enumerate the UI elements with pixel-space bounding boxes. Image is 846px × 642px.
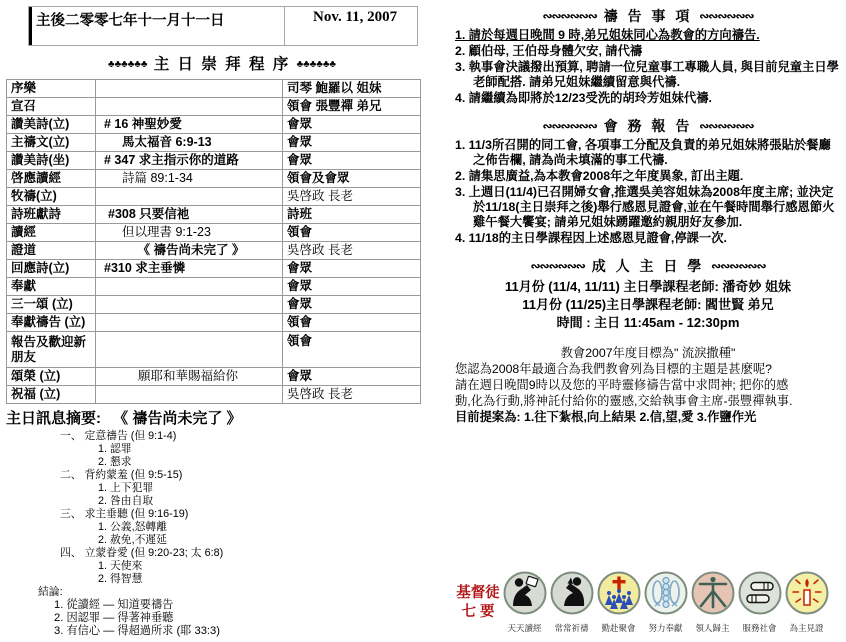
cell-item: 序樂 <box>7 80 96 98</box>
worship-order-title: 主 日 崇 拜 程 序 <box>153 56 291 73</box>
cell-item: 讚美詩(立) <box>7 116 96 134</box>
table-row <box>7 260 421 278</box>
sunday-school-info <box>455 278 841 333</box>
icon-caption: 勤赴聚會 <box>601 623 636 633</box>
outline-line: 2. 得智慧 <box>98 573 143 585</box>
cell-detail: 《 禱告尚未完了 》 <box>96 242 283 260</box>
cell-detail <box>96 386 283 404</box>
goal-line: 請在週日晚間9時以及您的平時靈修禱告當中求問神; 把你的感 <box>455 378 789 392</box>
cell-item: 宣召 <box>7 98 96 116</box>
cell-item: 回應詩(立) <box>7 260 96 278</box>
goal-line: 您認為2008年最適合為我們教會列為目標的主題是甚麼呢? <box>455 361 773 376</box>
school-line: 11月份 (11/25)主日學課程老師: 閻世賢 弟兄 <box>522 297 774 313</box>
outline-line: 1. 從讀經 — 知道要禱告 <box>54 599 174 611</box>
cell-leader: 會眾 <box>283 278 421 296</box>
table-row <box>7 368 421 386</box>
table-row <box>7 116 421 134</box>
sermon-outline <box>6 430 448 638</box>
cell-detail <box>96 296 283 314</box>
table-row <box>7 224 421 242</box>
daily-bible-reading-icon <box>503 571 547 620</box>
worship-order-heading <box>6 52 438 74</box>
cell-leader: 領會 <box>283 314 421 332</box>
cell-item: 祝福 (立) <box>7 386 96 404</box>
sermon-summary-label: 主日訊息摘要: <box>6 410 101 427</box>
essential-item <box>595 571 642 634</box>
cell-detail <box>96 98 283 116</box>
cell-leader: 會眾 <box>283 296 421 314</box>
icon-caption: 努力奉獻 <box>648 623 683 633</box>
cell-leader: 吳啓政 長老 <box>283 188 421 206</box>
date-chinese: 主後二零零七年十一月十一日 <box>29 7 285 45</box>
cell-detail: # 16 神聖妙愛 <box>96 116 283 134</box>
cell-detail <box>96 332 283 368</box>
cell-detail <box>96 314 283 332</box>
cell-item: 主禱文(立) <box>7 134 96 152</box>
cell-leader: 會眾 <box>283 134 421 152</box>
outline-line: 四、 立蒙眷愛 (但 9:20-23; 太 6:8) <box>60 547 224 559</box>
cell-leader: 會眾 <box>283 260 421 278</box>
outline-line: 三、 求主垂聽 (但 9:16-19) <box>60 508 189 520</box>
goal-proposals-line: 目前提案為: 1.往下紮根,向上結果 2.信,望,愛 3.作鹽作光 <box>455 410 757 425</box>
school-line: 11月份 (11/4, 11/11) 主日學課程老師: 潘奇妙 姐妹 <box>504 279 792 294</box>
prayer-items-heading <box>455 6 841 26</box>
prayer-items-list <box>455 28 841 106</box>
essential-item <box>736 571 783 634</box>
cell-leader: 領會 <box>283 224 421 242</box>
affairs-item: 2. 請集思廣益,為本教會2008年之年度異象, 訂出主題. <box>455 169 744 183</box>
outline-line: 2. 赦免,不遲延 <box>98 534 167 546</box>
outline-line: 1. 天使來 <box>98 560 143 572</box>
cell-item: 詩班獻詩 <box>7 206 96 224</box>
annual-goal-paragraph <box>455 345 841 426</box>
table-row <box>7 80 421 98</box>
essential-item <box>548 571 595 634</box>
ornament-left: ∾∾∾∾∾∾ <box>542 9 597 23</box>
goal-line: 動,化為行動,將神託付給你的靈感,交給執事會主席-張豐禪執事. <box>455 394 793 409</box>
table-row <box>7 188 421 206</box>
table-row <box>7 386 421 404</box>
affairs-item: 1. 11/3所召開的同工會, 各項事工分配及負責的弟兄姐妹將張貼於餐廳之佈告欄, 請為尚未填滿的事工代禱. <box>455 138 831 167</box>
table-row <box>7 206 421 224</box>
ornament-left: ♣♣♣♣♣♣ <box>108 59 148 70</box>
cell-detail: 但以理書 9:1-23 <box>96 224 283 242</box>
cell-detail <box>96 80 283 98</box>
cell-leader: 領會及會眾 <box>283 170 421 188</box>
outline-conclusion-label: 結論: <box>38 586 63 598</box>
essential-item <box>689 571 736 634</box>
table-row <box>7 278 421 296</box>
outline-line: 2. 因認罪 — 得著神垂聽 <box>54 612 174 624</box>
adult-sunday-school-title: 成 人 主 日 學 <box>591 258 705 274</box>
left-column <box>6 6 448 638</box>
church-affairs-list <box>455 138 841 246</box>
outline-line: 3. 有信心 — 得超過所求 (耶 33:3) <box>54 625 220 637</box>
church-affairs-title: 會 務 報 告 <box>603 118 693 134</box>
sermon-title: 《 禱告尚未完了 》 <box>113 410 242 427</box>
cell-leader: 會眾 <box>283 152 421 170</box>
cell-item: 證道 <box>7 242 96 260</box>
ornament-right: ♣♣♣♣♣♣ <box>296 59 336 70</box>
table-row <box>7 296 421 314</box>
cell-leader: 會眾 <box>283 116 421 134</box>
cell-detail <box>96 188 283 206</box>
cell-detail: 馬太福音 6:9-13 <box>96 134 283 152</box>
cell-leader: 吳啓政 長老 <box>283 242 421 260</box>
cell-detail: 詩篇 89:1-34 <box>96 170 283 188</box>
label-line-2: 七 要 <box>461 603 495 620</box>
seven-essentials-label <box>455 584 501 620</box>
cell-item: 啓應讀經 <box>7 170 96 188</box>
seven-essentials-footer <box>455 571 841 634</box>
table-row <box>7 170 421 188</box>
worship-order-table <box>6 79 421 404</box>
date-box <box>28 6 418 46</box>
diligent-gathering-icon <box>597 571 641 620</box>
cell-item: 頌榮 (立) <box>7 368 96 386</box>
ornament-left: ∾∾∾∾∾∾ <box>542 119 597 133</box>
cell-detail: #310 求主垂憐 <box>96 260 283 278</box>
cell-leader: 領會 <box>283 332 421 368</box>
cell-leader: 司琴 鮑羅以 姐妹 <box>283 80 421 98</box>
cell-leader: 吳啓政 長老 <box>283 386 421 404</box>
constant-prayer-icon <box>550 571 594 620</box>
serving-society-icon <box>738 571 782 620</box>
outline-line: 2. 懇求 <box>98 456 132 468</box>
cell-detail: # 347 求主指示你的道路 <box>96 152 283 170</box>
cell-detail: 願耶和華賜福給你 <box>96 368 283 386</box>
table-row <box>7 134 421 152</box>
date-english: Nov. 11, 2007 <box>313 9 398 25</box>
essential-item <box>642 571 689 634</box>
cell-item: 報告及歡迎新朋友 <box>7 332 96 368</box>
goal-line: 教會2007年度目標為" 流淚撒種" <box>560 345 736 360</box>
cell-item: 讚美詩(坐) <box>7 152 96 170</box>
icon-caption: 服務社會 <box>742 623 777 633</box>
cell-item: 三一頌 (立) <box>7 296 96 314</box>
icon-caption: 領人歸主 <box>695 623 730 633</box>
outline-line: 1. 公義,怒轉離 <box>98 521 167 533</box>
icon-caption: 天天讀經 <box>507 623 542 633</box>
leading-souls-icon <box>691 571 735 620</box>
icon-caption: 常常祈禱 <box>554 623 589 633</box>
cell-leader: 詩班 <box>283 206 421 224</box>
outline-line: 1. 認罪 <box>98 443 132 455</box>
table-row <box>7 332 421 368</box>
ornament-right: ∾∾∾∾∾∾ <box>711 259 766 273</box>
cell-item: 讀經 <box>7 224 96 242</box>
sermon-summary-heading <box>6 407 448 428</box>
outline-line: 二、 背約蒙羞 (但 9:5-15) <box>60 469 183 481</box>
cell-detail: #308 只要信祂 <box>96 206 283 224</box>
icon-caption: 為主見證 <box>789 623 824 633</box>
table-row <box>7 242 421 260</box>
prayer-items-title: 禱 告 事 項 <box>603 8 693 24</box>
ornament-right: ∾∾∾∾∾∾ <box>699 119 754 133</box>
cell-item: 奉獻禱告 (立) <box>7 314 96 332</box>
label-line-1: 基督徒 <box>456 585 500 602</box>
striving-offering-icon <box>644 571 688 620</box>
witness-for-lord-icon <box>785 571 829 620</box>
cell-item: 牧禱(立) <box>7 188 96 206</box>
table-row <box>7 152 421 170</box>
essential-item <box>783 571 830 634</box>
cell-leader: 會眾 <box>283 368 421 386</box>
prayer-item: 3. 執事會決議撥出預算, 聘請一位兒童事工專職人員, 與目前兒童主日學老師配搭. 請弟兄姐妹繼續留意與代禱. <box>455 60 839 89</box>
affairs-item: 4. 11/18的主日學課程因上述感恩見證會,停課一次. <box>455 231 727 245</box>
church-affairs-heading <box>455 116 841 136</box>
adult-sunday-school-heading <box>455 256 841 276</box>
essential-item <box>501 571 548 634</box>
ornament-right: ∾∾∾∾∾∾ <box>699 9 754 23</box>
right-column <box>455 6 841 638</box>
school-line: 時間 : 主日 11:45am - 12:30pm <box>556 315 740 331</box>
prayer-item: 1. 請於每週日晚間 9 時,弟兄姐妹同心為教會的方向禱告. <box>455 28 760 42</box>
outline-line: 2. 咎由自取 <box>98 495 154 507</box>
ornament-left: ∾∾∾∾∾∾ <box>530 259 585 273</box>
table-row <box>7 314 421 332</box>
table-row <box>7 98 421 116</box>
cell-leader: 領會 張豐禪 弟兄 <box>283 98 421 116</box>
affairs-item: 3. 上週日(11/4)已召開婦女會,推選吳美容姐妹為2008年度主席; 並決定於11/18(主日崇拜之後)舉行感恩見證會,並在午餐時間舉行感恩節火雞午餐大饗宴; 請弟兄姐妹踴躍邀約親朋好友參加. <box>455 185 835 229</box>
prayer-item: 4. 請繼續為即將於12/23受洗的胡玲芳姐妹代禱. <box>455 91 712 105</box>
outline-line: 一、 定意禱告 (但 9:1-4) <box>60 430 177 442</box>
cell-detail <box>96 278 283 296</box>
prayer-item: 2. 顧伯母, 王伯母身體欠安, 請代禱 <box>455 44 643 58</box>
outline-line: 1. 上下犯罪 <box>98 482 154 494</box>
cell-item: 奉獻 <box>7 278 96 296</box>
